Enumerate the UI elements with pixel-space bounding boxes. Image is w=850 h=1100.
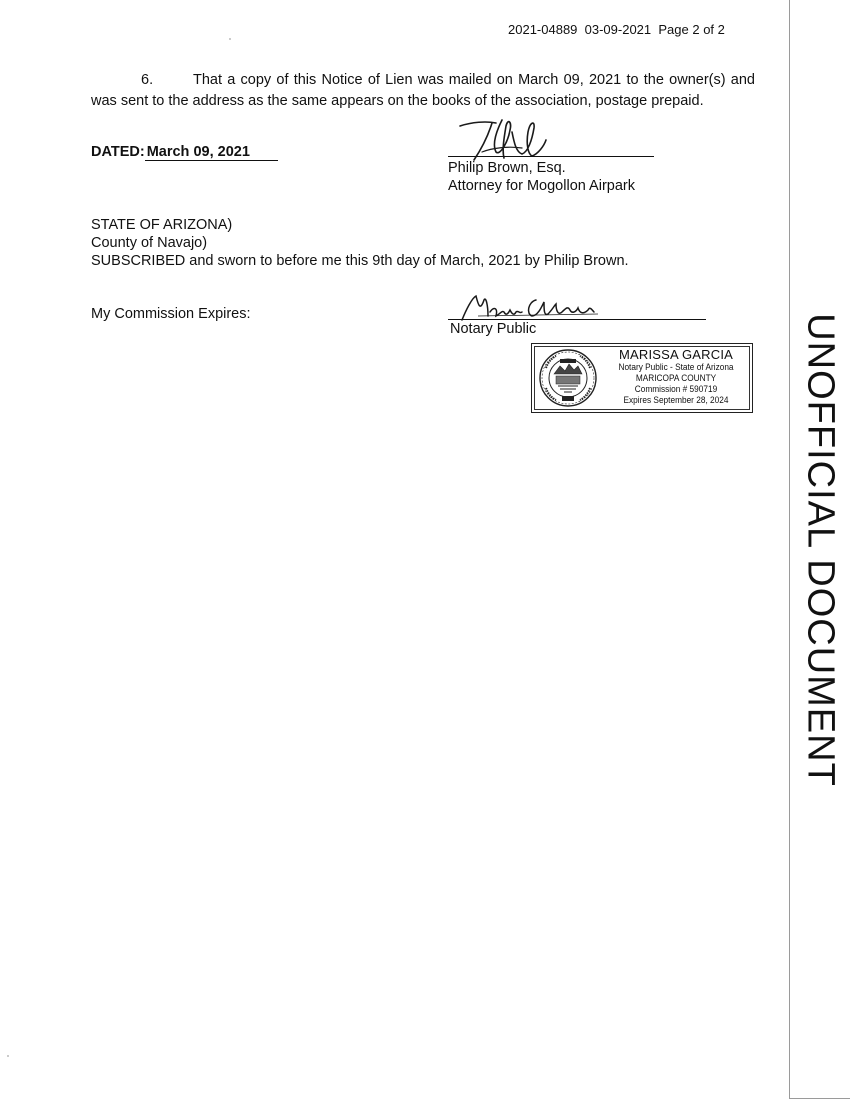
scan-speck bbox=[7, 1055, 9, 1057]
arizona-seal-icon bbox=[538, 348, 598, 408]
stamp-text-block bbox=[604, 347, 748, 406]
paragraph-6 bbox=[91, 70, 755, 112]
document-number: 2021-04889 bbox=[508, 22, 578, 37]
county-line: County of Navajo) bbox=[91, 235, 208, 251]
attorney-signature-line bbox=[448, 156, 654, 157]
dated-value: March 09, 2021 bbox=[145, 144, 278, 161]
notary-stamp-state: Notary Public - State of Arizona bbox=[618, 362, 734, 372]
state-line: STATE OF ARIZONA) bbox=[91, 217, 233, 233]
paragraph-text: That a copy of this Notice of Lien was mailed on March 09, 2021 to the owner(s) and was sent to the address as the same appears on the books of the association, postage prepaid. bbox=[91, 72, 755, 109]
notarization-block bbox=[91, 216, 629, 270]
notary-stamp-name: MARISSA GARCIA bbox=[618, 347, 734, 362]
scan-speck bbox=[229, 38, 231, 40]
notary-stamp-county: MARICOPA COUNTY bbox=[635, 373, 717, 383]
unofficial-watermark: UNOFFICIAL DOCUMENT bbox=[799, 313, 842, 787]
notary-public-label: Notary Public bbox=[450, 321, 537, 337]
notary-signature-line bbox=[448, 319, 706, 320]
commission-expires-label: My Commission Expires: bbox=[91, 306, 251, 322]
dated-label: DATED: bbox=[91, 144, 145, 160]
notary-stamp-expiry: Expires September 28, 2024 bbox=[623, 395, 729, 405]
document-date: 03-09-2021 bbox=[584, 22, 652, 37]
subscribed-statement: SUBSCRIBED and sworn to before me this 9th day of March, 2021 by Philip Brown. bbox=[91, 253, 629, 269]
paragraph-number: 6. bbox=[141, 72, 154, 88]
notary-stamp-commission: Commission # 590719 bbox=[634, 384, 718, 394]
page-number: Page 2 of 2 bbox=[658, 22, 725, 37]
attorney-name: Philip Brown, Esq. bbox=[448, 160, 566, 176]
dated-line bbox=[91, 144, 278, 161]
attorney-title: Attorney for Mogollon Airpark bbox=[448, 178, 635, 194]
notary-stamp bbox=[531, 343, 753, 413]
page-header bbox=[508, 22, 725, 37]
